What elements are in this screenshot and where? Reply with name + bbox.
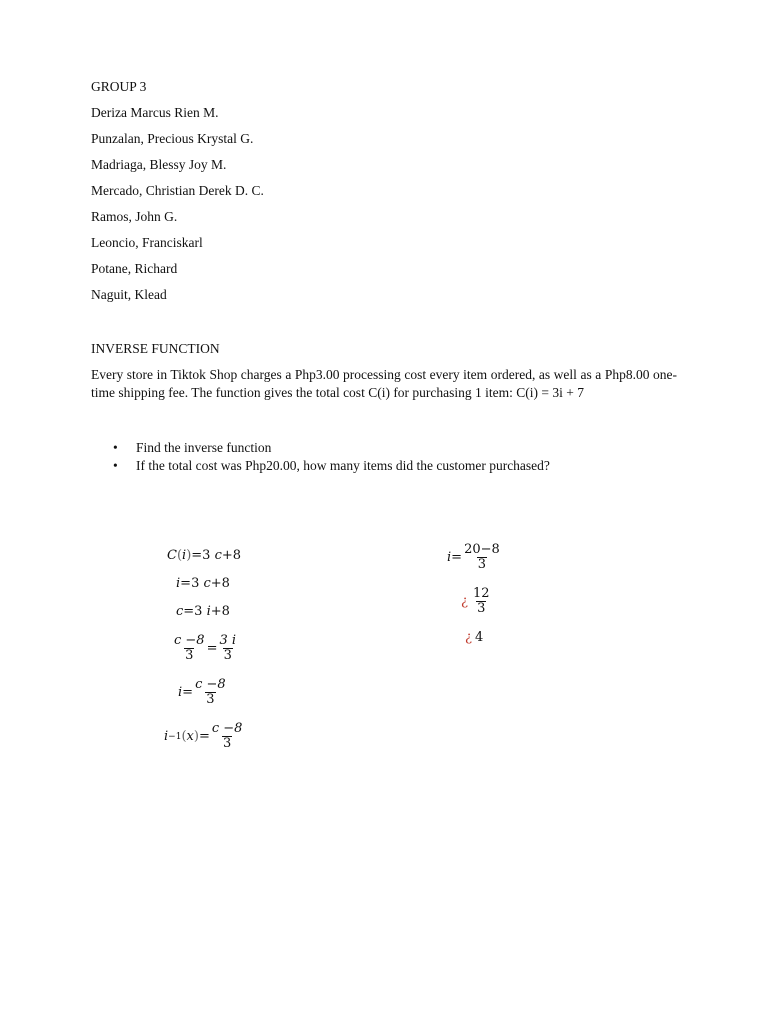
- eq-token: i: [178, 685, 183, 700]
- eq-token: +8: [221, 548, 242, 563]
- bullet-icon: •: [113, 458, 118, 473]
- document-page: [91, 78, 677, 475]
- equation-5: [178, 678, 228, 707]
- fraction-numerator: c −8: [174, 633, 205, 648]
- eq-token: c: [214, 548, 222, 563]
- eq-token: x: [186, 729, 194, 744]
- member-name: Ramos, John G.: [91, 209, 178, 224]
- member-name: Madriaga, Blessy Joy M.: [91, 157, 227, 172]
- task-text: Find the inverse function: [136, 440, 272, 455]
- eq-token: +8: [210, 604, 230, 619]
- eq-token: c: [176, 604, 184, 619]
- eq-token: i: [176, 576, 181, 591]
- member-name: Naguit, Klead: [91, 287, 167, 302]
- equation-6: i −1 ( x ) = $\frac{c -8}{3}$: [164, 721, 243, 751]
- fraction-denominator: 3: [206, 692, 215, 707]
- task-list: [91, 439, 677, 475]
- equation-right-3: [465, 630, 483, 645]
- eq-token: =3: [191, 548, 211, 563]
- eq-token: i: [164, 729, 169, 744]
- equation-2: [176, 576, 230, 591]
- eq-token: i: [447, 550, 452, 565]
- answer-value: 4: [474, 630, 484, 645]
- list-item: [91, 457, 677, 475]
- unrendered-symbol-marker: ¿: [465, 630, 472, 645]
- task-text: If the total cost was Php20.00, how many items did the customer purchased?: [136, 458, 550, 473]
- fraction-numerator: 3 i: [219, 633, 237, 648]
- member-name: Leoncio, Franciskarl: [91, 235, 203, 250]
- fraction-numerator: c −8: [211, 721, 243, 736]
- fraction-denominator: 3: [185, 648, 194, 663]
- fraction-denominator: 3: [477, 557, 487, 572]
- eq-token: i: [182, 548, 187, 563]
- eq-token: =: [451, 550, 463, 565]
- superscript: −1: [168, 731, 182, 742]
- eq-token: =: [198, 729, 210, 744]
- equation-4: [172, 634, 238, 663]
- unrendered-symbol-marker: ¿: [461, 594, 468, 609]
- equation-right-2: [461, 587, 492, 616]
- eq-token: c: [203, 576, 211, 591]
- eq-token: C: [167, 548, 177, 563]
- list-item: [91, 439, 677, 457]
- fraction-numerator: 20−8: [464, 542, 500, 557]
- fraction: [218, 634, 237, 663]
- fraction-numerator: 12: [472, 586, 490, 601]
- member-name: Mercado, Christian Derek D. C.: [91, 183, 264, 198]
- fraction: [472, 587, 491, 616]
- fraction: [463, 543, 501, 572]
- eq-token: =: [182, 685, 194, 700]
- eq-token: +8: [210, 576, 230, 591]
- eq-token: =3: [183, 604, 203, 619]
- eq-token: =3: [180, 576, 200, 591]
- equation-right-1: [447, 543, 502, 572]
- fraction-denominator: 3: [223, 736, 232, 751]
- member-name: Deriza Marcus Rien M.: [91, 105, 219, 120]
- fraction: [173, 634, 206, 663]
- fraction: [194, 678, 227, 707]
- fraction-numerator: c −8: [195, 677, 226, 692]
- member-name: Potane, Richard: [91, 261, 178, 276]
- fraction: [211, 722, 244, 751]
- bullet-icon: •: [113, 440, 118, 455]
- section-title: INVERSE FUNCTION: [91, 341, 220, 356]
- fraction-denominator: 3: [477, 601, 486, 616]
- member-name: Punzalan, Precious Krystal G.: [91, 131, 254, 146]
- equation-3: [176, 604, 230, 619]
- eq-token: i: [206, 604, 211, 619]
- problem-statement: Every store in Tiktok Shop charges a Php3.00 processing cost every item ordered, as well as a Php8.00 one-time shipping fee. The function gives the total cost C(i) for purchasing 1 item: C(i) = 3i + 7: [91, 367, 677, 400]
- group-heading: GROUP 3: [91, 79, 147, 94]
- eq-token: =: [206, 641, 218, 656]
- equation-1: C ( i ) =3 c +8: [167, 548, 242, 563]
- fraction-denominator: 3: [223, 648, 232, 663]
